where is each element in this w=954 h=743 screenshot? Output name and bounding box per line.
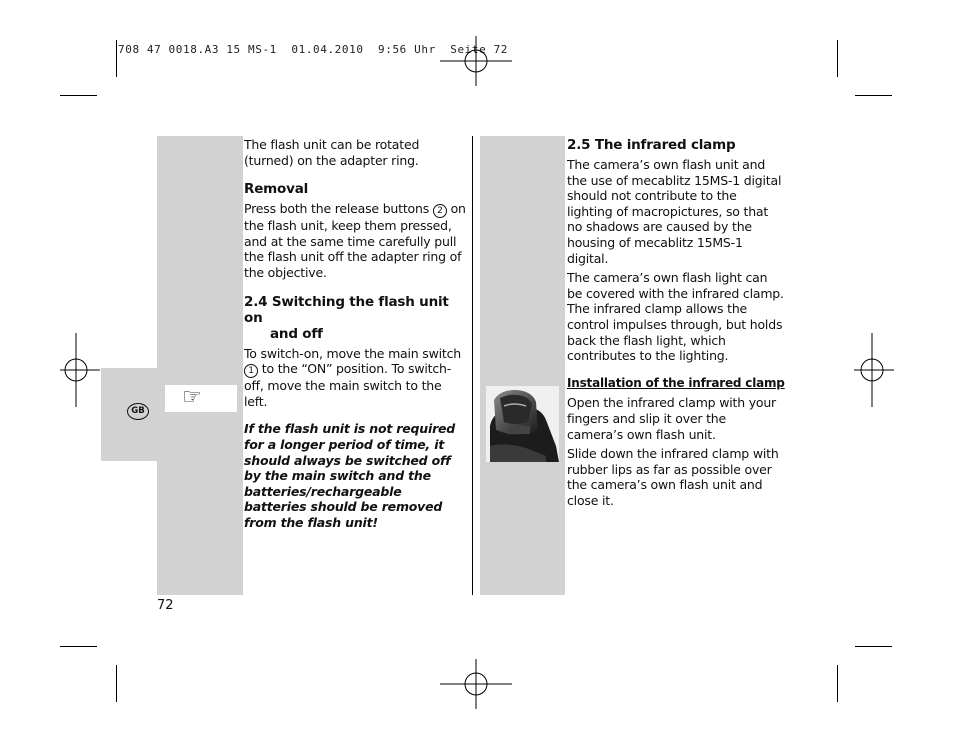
registration-mark-bottom	[440, 659, 512, 709]
crop-mark	[837, 665, 838, 702]
switching-paragraph	[244, 346, 466, 410]
crop-mark	[855, 646, 892, 647]
page-number: 72	[157, 598, 174, 613]
language-badge: GB	[127, 403, 149, 420]
switching-heading	[244, 294, 466, 342]
crop-mark	[116, 40, 117, 77]
installation-paragraph-2: Slide down the infrared clamp with rubber lips as far as possible over the camera’s own flash unit and close it.	[567, 446, 779, 508]
registration-mark-right	[854, 333, 894, 407]
registration-mark-top	[440, 36, 512, 86]
removal-heading: Removal	[244, 181, 309, 198]
crop-mark	[837, 40, 838, 77]
switching-text-before: To switch-on, move the main switch	[244, 345, 461, 361]
right-column	[567, 137, 785, 512]
installation-paragraph-1: Open the infrared clamp with your fingers and slip it over the camera’s own flash unit.	[567, 395, 776, 442]
switching-heading-line1: 2.4 Switching the flash unit on	[244, 293, 449, 326]
left-column	[244, 137, 466, 531]
pointing-hand-icon: ☞	[182, 385, 202, 410]
infrared-clamp-photo	[486, 386, 559, 462]
switching-text-after: to the “ON” position. To switch-off, move the main switch to the left.	[244, 361, 452, 409]
crop-mark	[116, 665, 117, 702]
removal-text-after: on the flash unit, keep them pressed, and at the same time carefully pull the flash unit off the adapter ring of the objective.	[244, 201, 466, 280]
installation-heading: Installation of the infrared clamp	[567, 375, 785, 390]
infrared-paragraph-2: The camera’s own flash light can be covered with the infrared clamp. The infrared clamp allows the control impulses through, but holds back the flash light, which contributes to the lighting.	[567, 270, 784, 364]
switching-heading-line2: and off	[270, 325, 323, 342]
intro-paragraph: The flash unit can be rotated (turned) on the adapter ring.	[244, 137, 420, 168]
crop-mark	[60, 646, 97, 647]
warning-note: If the flash unit is not required for a longer period of time, it should always be switched off by the main switch and the batteries/rechargeable batteries should be removed from the flash unit!	[244, 421, 456, 530]
column-divider	[472, 136, 473, 595]
crop-mark	[60, 95, 97, 96]
print-header: 708 47 0018.A3 15 MS-1 01.04.2010 9:56 Uhr Seite 72	[118, 43, 509, 56]
infrared-paragraph-1: The camera’s own flash unit and the use of mecablitz 15MS-1 digital should not contribute to the lighting of macropictures, so that no shadows are caused by the housing of mecablitz 15MS-1 digital.	[567, 157, 782, 266]
registration-mark-left	[60, 333, 100, 407]
removal-text-before: Press both the release buttons	[244, 201, 430, 217]
ref-number-2: 2	[433, 204, 447, 218]
removal-paragraph	[244, 201, 466, 280]
infrared-clamp-heading: 2.5 The infrared clamp	[567, 137, 736, 153]
language-tab	[101, 368, 243, 461]
crop-mark	[855, 95, 892, 96]
right-margin-band	[480, 136, 565, 595]
ref-number-1: 1	[244, 364, 258, 378]
left-margin-band	[157, 136, 243, 595]
